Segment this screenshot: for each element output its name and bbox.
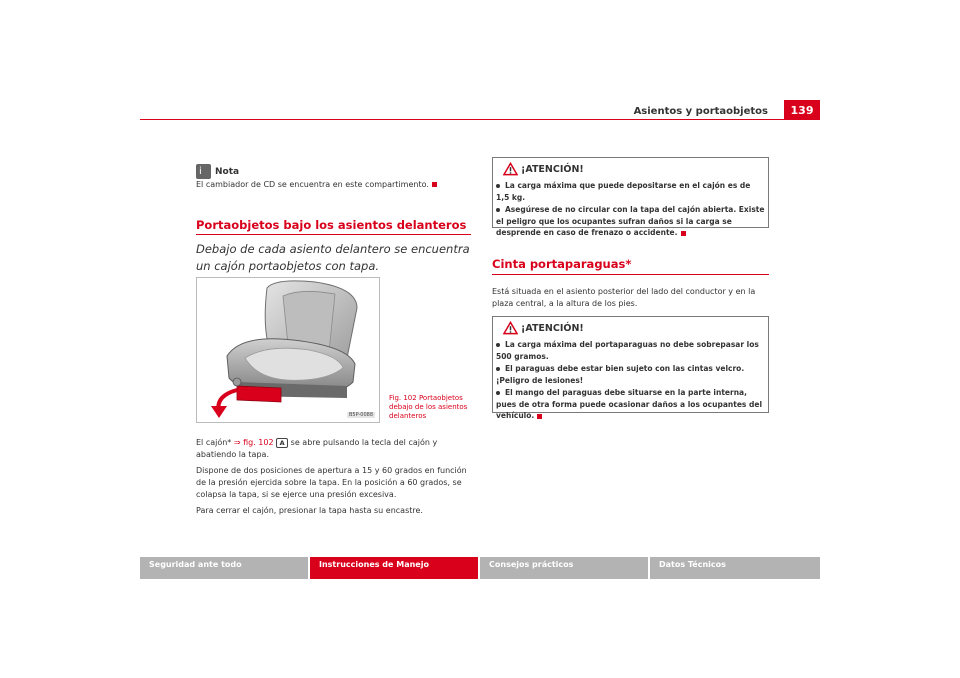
chapter-title: Asientos y portaobjetos [633,106,768,117]
warning-item: La carga máxima que puede depositarse en el cajón es de 1,5 kg. [496,181,751,202]
warning-item: El paraguas debe estar bien sujeto con las cintas velcro. ¡Peligro de lesiones! [496,364,745,385]
footer-nav [140,557,820,579]
section-lead: Debajo de cada asiento delantero se encuentra un cajón portaobjetos con tapa. [196,242,470,273]
warning-icon [503,162,518,176]
seat-drawer-figure [196,277,380,423]
note-block [196,161,471,191]
tab-datos-tecnicos[interactable]: Datos Técnicos [650,557,820,579]
page-number: 139 [784,100,820,120]
tab-instrucciones[interactable]: Instrucciones de Manejo [310,557,478,579]
para-text: se abre pulsando la tecla del cajón y abatiendo la tapa. [196,438,438,459]
bullet-icon [496,367,500,371]
section-rule [196,234,471,235]
warning-icon [503,321,518,335]
warning-title: ¡ATENCIÓN! [521,164,584,175]
end-of-section-mark [681,231,686,236]
figure-caption: Fig. 102 Portaobjetos debajo de los asientos delanteros [389,394,468,420]
figure-link[interactable]: ⇒ fig. 102 [233,438,274,447]
bullet-icon [496,208,500,212]
paragraph-drawer-open [196,437,471,461]
note-title: Nota [215,166,240,177]
section-title: Portaobjetos bajo los asientos delanteros [196,218,467,232]
paragraph-positions: Dispone de dos posiciones de apertura a 15 y 60 grados en función de la presión ejercida sobre la tapa. En la posición a 60 grados, se colapsa la tapa, si se ejerce una presión excesiva. [196,466,467,499]
para-text: El cajón* [196,438,234,447]
bullet-icon [496,391,500,395]
section-portaparaguas [492,257,769,310]
page-header [140,100,820,120]
section-portaobjetos [196,218,471,275]
warning-box-umbrella [492,316,769,420]
seat-illustration [197,278,380,423]
section-title: Cinta portaparaguas* [492,257,632,271]
header-rule [140,119,820,120]
tab-consejos[interactable]: Consejos prácticos [480,557,648,579]
tab-seguridad[interactable]: Seguridad ante todo [140,557,308,579]
end-of-section-mark [432,182,437,187]
warning-box-drawer [492,157,769,237]
section-text: Está situada en el asiento posterior del lado del conductor y en la plaza central, a la altura de los pies. [492,287,756,308]
warning-item: La carga máxima del portaparaguas no debe sobrepasar los 500 gramos. [496,340,759,361]
bullet-icon [496,184,500,188]
warning-item: El mango del paraguas debe situarse en la parte interna, pues de otra forma puede ocasionar daños a los ocupantes del vehículo. [496,388,763,420]
section-rule [492,274,769,275]
figure-code: B5P-0088 [348,412,373,418]
bullet-icon [496,343,500,347]
warning-title: ¡ATENCIÓN! [521,323,584,334]
paragraph-close: Para cerrar el cajón, presionar la tapa hasta su encastre. [196,506,423,515]
end-of-section-mark [537,414,542,419]
note-icon: i [196,164,211,179]
note-text: El cambiador de CD se encuentra en este compartimento. [196,180,429,189]
warning-item: Asegúrese de no circular con la tapa del cajón abierta. Existe el peligro que los ocupantes sufran daños si la carga se desprende en caso de frenazo o accidente. [496,205,765,237]
callout-a: A [276,438,288,448]
